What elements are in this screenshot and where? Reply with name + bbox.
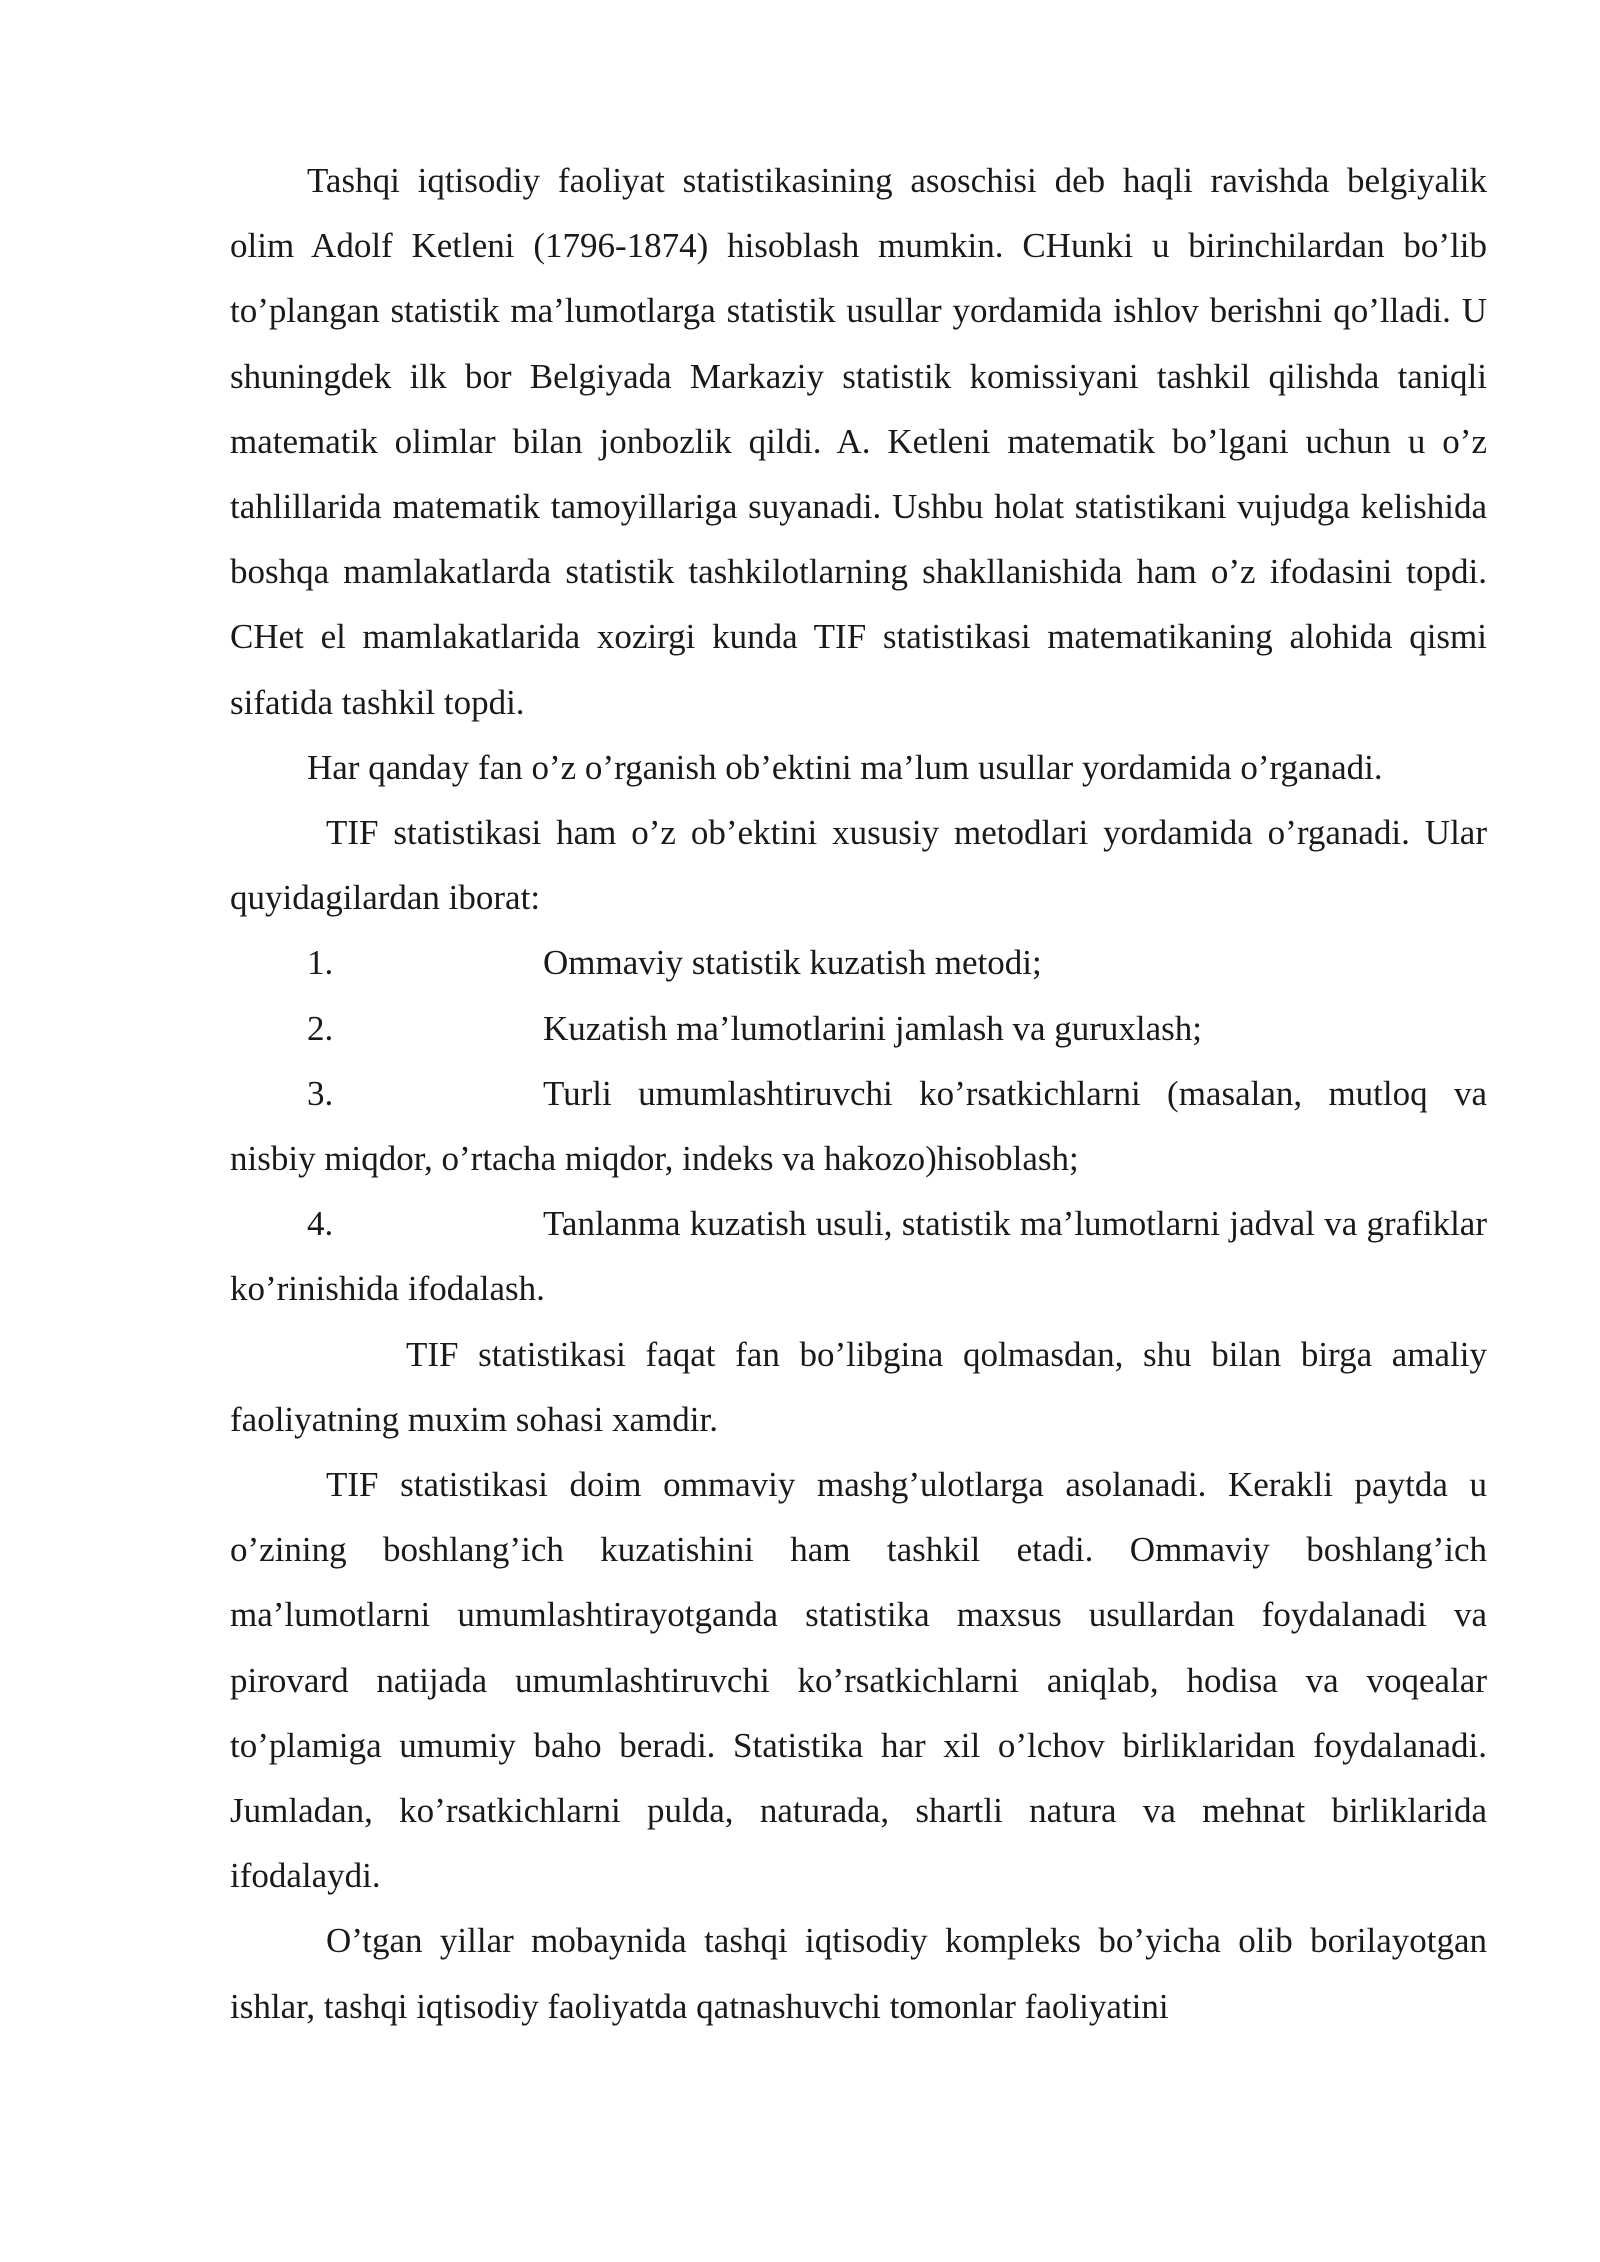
paragraph-otgan-yillar: O’tgan yillar mobaynida tashqi iqtisodiy kompleks bo’yicha olib borilayotgan ishlar, tashqi iqtisodiy faoliyatda qatnashuvchi tomonlar faoliyatini	[230, 1921, 1487, 2026]
list-item-number: 3.	[307, 1073, 334, 1113]
paragraph-tif-metodlari: TIF statistikasi ham o’z ob’ektini xususiy metodlari yordamida o’rganadi. Ular quyidagilardan iborat:	[230, 813, 1487, 918]
list-item-number: 4.	[307, 1204, 334, 1244]
document-page	[230, 148, 1487, 2039]
list-item-number: 1.	[307, 943, 334, 983]
list-item	[230, 930, 1487, 995]
list-item	[230, 996, 1487, 1061]
list-item	[230, 1061, 1487, 1191]
list-item	[230, 1191, 1487, 1321]
list-item-text: Ommaviy statistik kuzatish metodi;	[543, 943, 1042, 983]
list-item-text: Tanlanma kuzatish usuli, statistik ma’lumotlarni jadval va grafiklar ko’rinishida ifodalash.	[230, 1204, 1487, 1309]
paragraph-ketle: Tashqi iqtisodiy faoliyat statistikasining asoschisi deb haqli ravishda belgiyalik olim Adolf Ketleni (1796-1874) hisoblash mumkin. CHunki u birinchilardan bo’lib to’plangan statistik ma’lumotlarga statistik usullar yordamida ishlov berishni qo’lladi. U shuningdek ilk bor Belgiyada Markaziy statistik komissiyani tashkil qilishda taniqli matematik olimlar bilan jonbozlik qildi. A. Ketleni matematik bo’lgani uchun u o’z tahlillarida matematik tamoyillariga suyanadi. Ushbu holat statistikani vujudga kelishida boshqa mamlakatlarda statistik tashkilotlarning shakllanishida ham o’z ifodasini topdi. CHet el mamlakatlarida xozirgi kunda TIF statistikasi matematikaning alohida qismi sifatida tashkil topdi.	[230, 161, 1487, 722]
list-item-number: 2.	[307, 1008, 334, 1048]
paragraph-amaliy-faoliyat: TIF statistikasi faqat fan bo’libgina qolmasdan, shu bilan birga amaliy faoliyatning muxim sohasi xamdir.	[230, 1334, 1487, 1439]
paragraph-fan-obekti: Har qanday fan o’z o’rganish ob’ektini ma’lum usullar yordamida o’rganadi.	[307, 747, 1383, 787]
list-item-text: Turli umumlashtiruvchi ko’rsatkichlarni (masalan, mutloq va nisbiy miqdor, o’rtacha miqdor, indeks va hakozo)hisoblash;	[230, 1073, 1487, 1179]
paragraph-ommaviy-mashgulotlar: TIF statistikasi doim ommaviy mashg’ulotlarga asolanadi. Kerakli paytda u o’zining boshlang’ich kuzatishini ham tashkil etadi. Ommaviy boshlang’ich ma’lumotlarni umumlashtirayotganda statistika maxsus usullardan foydalanadi va pirovard natijada umumlashtiruvchi ko’rsatkichlarni aniqlab, hodisa va voqealar to’plamiga umumiy baho beradi. Statistika har xil o’lchov birliklaridan foydalanadi. Jumladan, ko’rsatkichlarni pulda, naturada, shartli natura va mehnat birliklarida ifodalaydi.	[230, 1465, 1487, 1896]
list-item-text: Kuzatish ma’lumotlarini jamlash va guruxlash;	[543, 1008, 1203, 1048]
